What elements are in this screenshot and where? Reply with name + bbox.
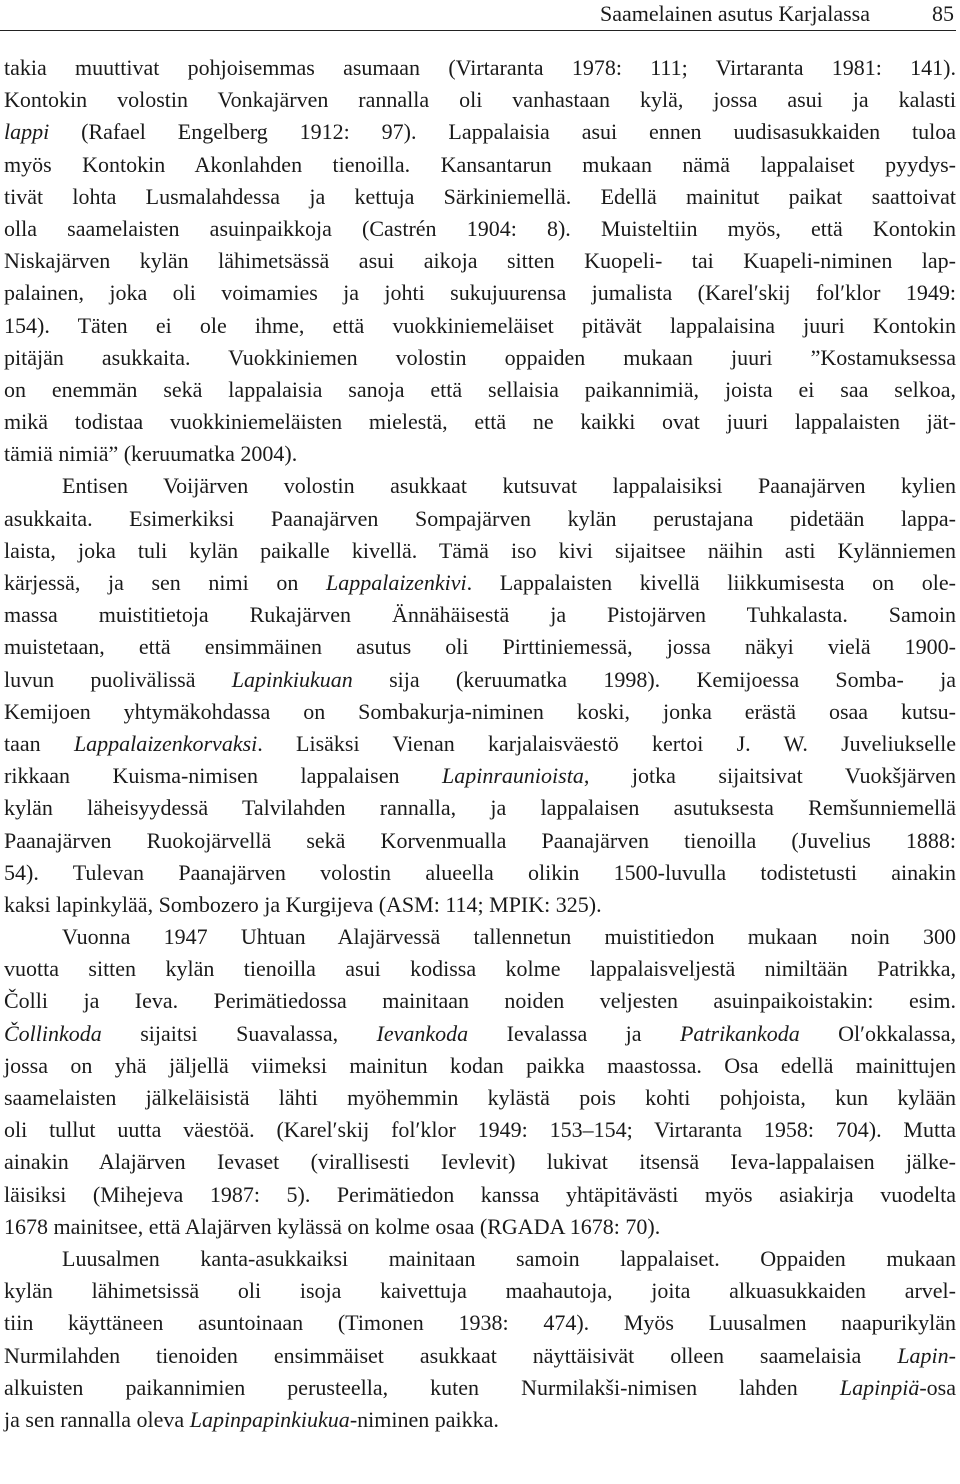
page-header	[0, 0, 956, 31]
text-line	[4, 84, 956, 116]
text-segment: kylän lähimetsissä oli isoja kaivettuja maahautoja, joita alkuasukkaiden arvel-	[4, 1278, 956, 1304]
text-segment: Vuonna 1947 Uhtuan Alajärvessä tallennetun muistitiedon mukaan noin 300	[62, 924, 956, 950]
text-line	[4, 1018, 956, 1050]
text-segment: myös Kontokin Akonlahden tienoilla. Kansantarun mukaan nämä lappalaiset pyydys-	[4, 151, 956, 177]
body-text	[4, 52, 956, 1436]
paragraph	[4, 470, 956, 921]
text-line	[4, 374, 956, 406]
italic-term: Lapinraunioista	[442, 763, 584, 789]
page-number: 85	[932, 1, 954, 26]
text-line	[4, 52, 956, 84]
text-segment: (Rafael Engelberg 1912: 97). Lappalaisia asui ennen uudisasukkaiden tuloa	[49, 119, 956, 145]
italic-term: Lapinpiä	[839, 1374, 920, 1400]
text-segment: takia muuttivat pohjoisemmas asumaan (Virtaranta 1978: 111; Virtaranta 1981: 141).	[4, 55, 956, 80]
text-line	[4, 825, 956, 857]
text-segment: . Lappalaisten kivellä liikkumisesta on ole-	[466, 570, 956, 595]
text-line	[4, 921, 956, 953]
running-title: Saamelainen asutus Karjalassa	[599, 1, 870, 26]
italic-term: Lappalaizenkorvaksi	[73, 730, 258, 756]
text-segment: pitäjän asukkaita. Vuokkiniemen volostin oppaiden mukaan juuri ”Kostamuksessa	[4, 344, 956, 370]
text-segment: sija (keruumatka 1998). Kemijoessa Somba- ja	[352, 666, 956, 692]
italic-term: lappi	[4, 119, 50, 145]
text-line	[4, 277, 956, 309]
text-segment: 154). Täten ei ole ihme, että vuokkiniemeläiset pitävät lappalaisina juuri Kontokin	[4, 312, 956, 338]
text-segment: asukkaita. Esimerkiksi Paanajärven Sompajärven kylän perustajana pidetään lappa-	[4, 505, 956, 531]
text-line	[4, 1211, 956, 1243]
text-line	[4, 1372, 956, 1404]
text-segment: Entisen Voijärven volostin asukkaat kutsuvat lappalaisiksi Paanajärven kylien	[62, 473, 956, 499]
text-segment: laista, joka tuli kylän paikalle kivellä. Tämä iso kivi sijaitsee näihin asti Kylänniemen	[4, 537, 956, 563]
text-segment: Paanajärven Ruokojärvellä sekä Korvenmualla Paanajärven tienoilla (Juvelius 1888:	[4, 827, 956, 853]
text-line	[4, 116, 956, 148]
text-segment: Kontokin volostin Vonkajärven rannalla oli vanhastaan kylä, jossa asui ja kalasti	[4, 87, 956, 113]
text-line	[4, 1179, 956, 1211]
text-line	[4, 728, 956, 760]
text-line	[4, 503, 956, 535]
text-line	[4, 760, 956, 792]
text-segment: rikkaan Kuisma-nimisen lappalaisen	[4, 763, 443, 789]
italic-term: Lapinkiukuan	[231, 666, 353, 692]
text-segment: 1678 mainitsee, että Alajärven kylässä on kolme osaa (RGADA 1678: 70).	[4, 1213, 661, 1239]
text-segment: kylän läheisyydessä Talvilahden rannalla, ja lappalaisen asutuksesta Remšunniemellä	[4, 795, 956, 821]
text-segment: tivät lohta Lusmalahdessa ja kettuja Särkiniemellä. Edellä mainitut paikat saattoivat	[4, 183, 956, 209]
text-line	[4, 696, 956, 728]
text-segment: 54). Tulevan Paanajärven volostin alueella olikin 1500-luvulla todistetusti ainakin	[4, 859, 956, 885]
italic-term: Patrikankoda	[679, 1020, 800, 1046]
text-segment: Nurmilahden tienoiden ensimmäiset asukkaat näyttäisivät olleen saamelaisia	[4, 1342, 898, 1368]
text-line	[4, 1082, 956, 1114]
text-segment: läisiksi (Mihejeva 1987: 5). Perimätiedon kanssa yhtäpitävästi myös asiakirja vuodelta	[4, 1181, 956, 1207]
text-segment: Ievalassa ja	[468, 1020, 680, 1046]
text-segment: mikä todistaa vuokkiniemeläisten mielestä, että ne kaikki ovat juuri lappalaisten jät-	[4, 409, 956, 435]
italic-term: Lapinpapinkiukua	[189, 1406, 350, 1432]
text-segment: jossa on yhä jäljellä viimeksi mainitun kodan paikka maastossa. Osa edellä mainittujen	[4, 1052, 956, 1078]
text-line	[4, 470, 956, 502]
text-segment: vuotta sitten kylän tienoilla asui kodissa kolme lappalaisveljestä nimiltään Patrikka,	[4, 956, 956, 982]
text-line	[4, 792, 956, 824]
paragraph	[4, 921, 956, 1243]
text-line	[4, 1404, 956, 1436]
text-segment: saamelaisten jälkeläisistä lähti myöhemmin kylästä pois kohti pohjoista, kun kylään	[4, 1085, 956, 1110]
text-segment: ainakin Alajärven Ievaset (virallisesti Ievlevit) lukivat itsensä Ieva-lappalaisen jälke-	[4, 1149, 956, 1175]
text-segment: tämiä nimiä” (keruumatka 2004).	[4, 441, 298, 467]
text-line	[4, 245, 956, 277]
text-segment: Ol′okkalassa,	[799, 1020, 957, 1046]
text-line	[4, 149, 956, 181]
paragraph	[4, 1243, 956, 1436]
text-line	[4, 1307, 956, 1339]
text-line	[4, 857, 956, 889]
text-line	[4, 1050, 956, 1082]
text-segment: massa muistitietoja Rukajärven Ännähäisestä ja Pistojärven Tuhkalasta. Samoin	[4, 602, 956, 628]
text-line	[4, 567, 956, 599]
text-segment: tiin käyttäneen asuntoinaan (Timonen 1938: 474). Myös Luusalmen naapurikylän	[4, 1310, 956, 1336]
text-line	[4, 406, 956, 438]
italic-term: Čollinkoda	[4, 1020, 102, 1046]
text-line	[4, 535, 956, 567]
text-segment: taan	[4, 730, 74, 756]
text-segment: ja sen rannalla oleva	[4, 1406, 190, 1432]
text-segment: palainen, joka oli voimamies ja johti sukujuurensa jumalista (Karel′skij fol′klor 1949:	[4, 280, 956, 306]
text-segment: sijaitsi Suavalassa,	[101, 1020, 377, 1046]
text-segment: kärjessä, ja sen nimi on	[4, 570, 327, 595]
text-line	[4, 664, 956, 696]
text-segment: , jotka sijaitsivat Vuokšjärven	[583, 763, 956, 789]
text-segment: luvun puolivälissä	[4, 666, 232, 692]
text-line	[4, 438, 956, 470]
text-line	[4, 1146, 956, 1178]
text-line	[4, 213, 956, 245]
text-line	[4, 953, 956, 985]
text-line	[4, 985, 956, 1017]
text-line	[4, 599, 956, 631]
text-segment: -osa	[919, 1374, 956, 1400]
paragraph	[4, 52, 956, 470]
text-segment: kaksi lapinkylää, Sombozero ja Kurgijeva (ASM: 114; MPIK: 325).	[4, 891, 602, 917]
text-segment: Luusalmen kanta-asukkaiksi mainitaan samoin lappalaiset. Oppaiden mukaan	[62, 1245, 956, 1271]
text-line	[4, 342, 956, 374]
text-segment: -niminen paikka.	[349, 1406, 499, 1432]
text-segment: Čolli ja Ieva. Perimätiedossa mainitaan noiden veljesten asuinpaikoistakin: esim.	[4, 988, 956, 1014]
text-segment: -	[948, 1342, 956, 1368]
text-line	[4, 1243, 956, 1275]
text-line	[4, 1340, 956, 1372]
text-line	[4, 1114, 956, 1146]
text-line	[4, 889, 956, 921]
text-line	[4, 1275, 956, 1307]
text-segment: alkuisten paikannimien perusteella, kuten Nurmilakši-nimisen lahden	[4, 1374, 840, 1400]
italic-term: Lappalaizenkivi	[326, 570, 467, 595]
text-line	[4, 310, 956, 342]
text-line	[4, 631, 956, 663]
italic-term: Ievankoda	[376, 1020, 469, 1046]
text-segment: on enemmän sekä lappalaisia sanoja että sellaisia paikannimiä, joista ei saa selkoa,	[4, 376, 956, 402]
text-segment: oli tullut uutta väestöä. (Karel′skij fol′klor 1949: 153–154; Virtaranta 1958: 704). Mutta	[4, 1117, 956, 1143]
text-segment: muistetaan, että ensimmäinen asutus oli Pirttiniemessä, jossa näkyi vielä 1900-	[4, 634, 956, 660]
text-segment: . Lisäksi Vienan karjalaisväestö kertoi J. W. Juveliukselle	[257, 730, 956, 756]
text-line	[4, 181, 956, 213]
text-segment: olla saamelaisten asuinpaikkoja (Castrén 1904: 8). Muisteltiin myös, että Kontokin	[4, 215, 956, 241]
text-segment: Kemijoen yhtymäkohdassa on Sombakurja-niminen koski, jonka erästä osaa kutsu-	[4, 698, 956, 724]
text-segment: Niskajärven kylän lähimetsässä asui aikoja sitten Kuopeli- tai Kuapeli-niminen lap-	[4, 248, 956, 274]
italic-term: Lapin	[897, 1342, 949, 1368]
